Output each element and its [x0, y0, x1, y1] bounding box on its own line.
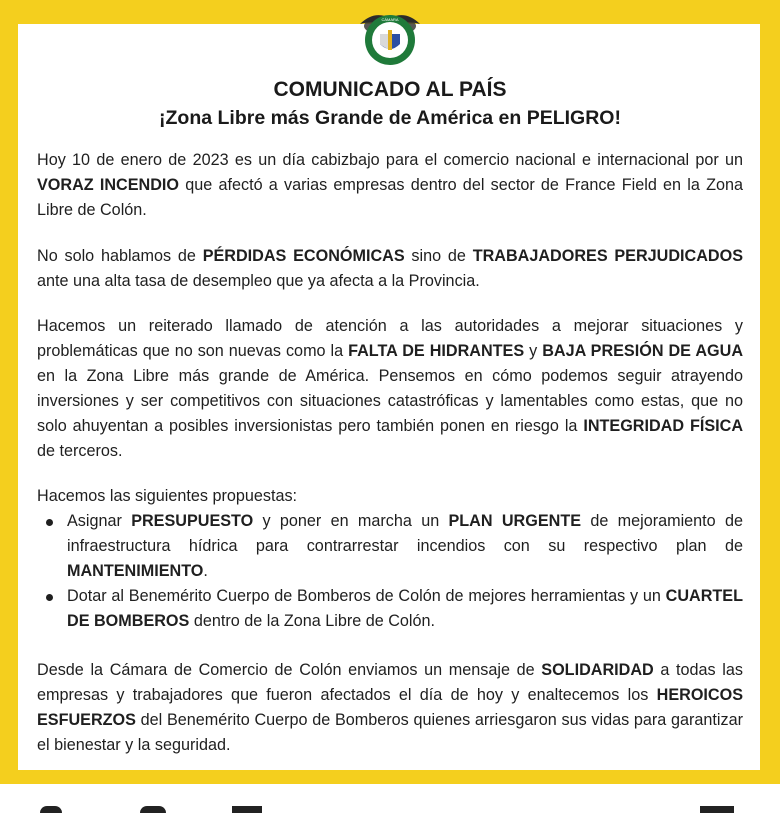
bold-run: PRESUPUESTO [131, 512, 254, 530]
bold-run: INTEGRIDAD FÍSICA [583, 417, 744, 435]
bold-run: TRABAJADORES PERJUDICADOS [472, 247, 744, 265]
text-run: de mejoramiento de infraestructura hídrica para contrarrestar incendios con su respectivo plan de [67, 512, 743, 555]
bold-run: BAJA PRESIÓN DE AGUA [542, 342, 744, 360]
text-run: del Benemérito Cuerpo de Bomberos quienes arriesgaron sus vidas para garantizar el bienestar y la seguridad. [37, 711, 743, 754]
text-run: en la Zona Libre más grande de América. Pensemos en cómo podemos seguir atrayendo inversiones y ser competitivos con situaciones catastróficas y lamentables como estas, que no solo ahuyentan a posibles inversionistas pero también ponen en riesgo la [37, 367, 743, 435]
text-run: a todas las empresas y trabajadores que fueron afectados el día de hoy y enaltecemos los [37, 661, 743, 704]
bold-run: SOLIDARIDAD [541, 661, 654, 679]
text-run: que afectó a varias empresas dentro del sector de France Field en la Zona Libre de Colón. [37, 176, 743, 219]
bold-run: CUARTEL DE BOMBEROS [67, 587, 743, 630]
like-icon[interactable] [40, 806, 62, 813]
text-run: Hoy 10 de enero de 2023 es un día cabizbajo para el comercio nacional e internacional por un [37, 151, 743, 169]
proposals-intro: Hacemos las siguientes propuestas: [37, 487, 298, 505]
bold-run: FALTA DE HIDRANTES [348, 342, 525, 360]
text-run: sino de [404, 247, 473, 265]
text-run: . [203, 562, 208, 580]
paragraph-incident [37, 148, 743, 223]
proposals-list [44, 509, 743, 634]
comment-icon[interactable] [140, 806, 166, 813]
text-run: Hacemos un reiterado llamado de atención a las autoridades a mejorar situaciones y problemáticas que no son nuevas como la [37, 317, 743, 360]
paragraph-losses [37, 244, 743, 294]
text-run: dentro de la Zona Libre de Colón. [189, 612, 436, 630]
paragraph-call-to-authorities [37, 314, 743, 464]
text-run: de terceros. [37, 442, 123, 460]
bold-run: PLAN URGENTE [448, 512, 582, 530]
bullet-icon [46, 519, 53, 526]
bold-run: PÉRDIDAS ECONÓMICAS [202, 247, 405, 265]
list-item [44, 584, 743, 634]
bottom-action-bar [0, 784, 780, 813]
paragraph-solidarity [37, 658, 743, 758]
bold-run: VORAZ INCENDIO [37, 176, 180, 194]
bullet-icon [46, 594, 53, 601]
text-run: Dotar al Benemérito Cuerpo de Bomberos de Colón de mejores herramientas y un [67, 587, 666, 605]
bold-run: HEROICOS ESFUERZOS [37, 686, 743, 729]
text-run: ante una alta tasa de desempleo que ya afecta a la Provincia. [37, 272, 480, 290]
text-run: Asignar [67, 512, 132, 530]
share-icon[interactable] [232, 806, 262, 813]
text-run: Desde la Cámara de Comercio de Colón enviamos un mensaje de [37, 661, 542, 679]
bold-run: MANTENIMIENTO [67, 562, 204, 580]
chamber-of-commerce-seal-icon [354, 4, 426, 68]
page-title: COMUNICADO AL PAÍS [273, 78, 507, 101]
list-item [44, 509, 743, 584]
page-subtitle: ¡Zona Libre más Grande de América en PELIGRO! [159, 107, 621, 129]
text-run: No solo hablamos de [37, 247, 203, 265]
text-run: y poner en marcha un [253, 512, 449, 530]
svg-text:CÁMARA: CÁMARA [381, 17, 399, 22]
text-run: y [524, 342, 543, 360]
save-icon[interactable] [700, 806, 734, 813]
